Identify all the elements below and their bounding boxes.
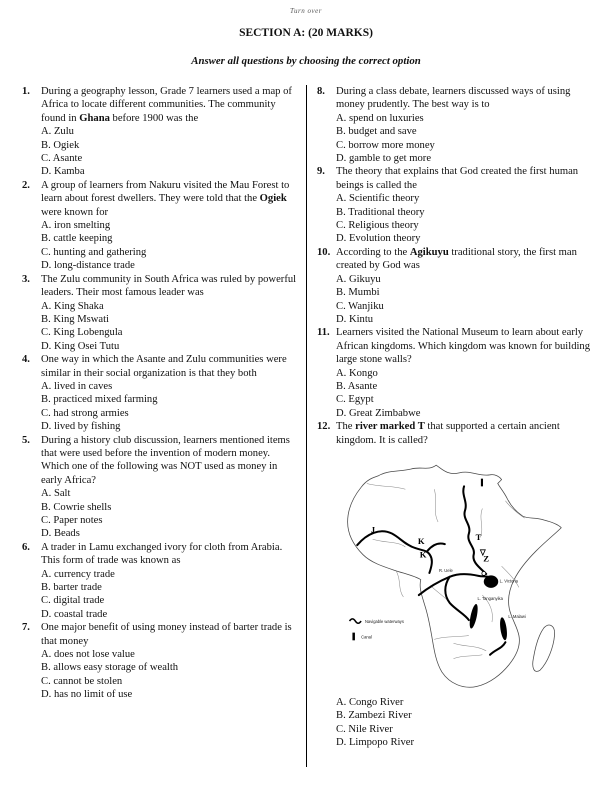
question-body <box>41 621 298 701</box>
answer-options <box>336 112 601 166</box>
question-number: 3. <box>22 273 30 285</box>
question-text: A trader in Lamu exchanged ivory for cloth from Arabia. This form of trade was known as <box>41 541 283 567</box>
question <box>22 179 298 273</box>
answer-options <box>41 219 298 273</box>
answer-option: D. Limpopo River <box>336 737 414 749</box>
answer-option: C. Egypt <box>336 394 374 406</box>
lake-malawi-label: L. Malawi <box>508 614 526 620</box>
question-text: According to the <box>336 246 410 258</box>
question <box>22 621 298 701</box>
answer-option: A. spend on luxuries <box>336 112 424 124</box>
africa-map <box>338 450 593 694</box>
question-text: Learners visited the National Museum to learn about early African kingdoms. Which kingdom was known for building large stone walls? <box>336 327 591 366</box>
answer-option: C. hunting and gathering <box>41 246 147 258</box>
answer-options <box>41 125 298 179</box>
question-number: 12. <box>317 421 331 433</box>
question-body <box>41 434 298 541</box>
answer-option: B. barter trade <box>41 582 102 594</box>
answer-option: D. Great Zimbabwe <box>336 407 421 419</box>
river-uele-label: R. Uele <box>439 567 453 573</box>
question-number: 11. <box>317 327 330 339</box>
turn-over-note: Turn over <box>290 7 322 15</box>
map-legend <box>350 619 404 640</box>
answer-option: D. Evolution theory <box>336 233 421 245</box>
question-number: 8. <box>317 86 325 97</box>
question-body <box>41 541 298 621</box>
lake-malawi <box>499 617 508 641</box>
question <box>22 85 298 179</box>
answer-option: A. currency trade <box>41 568 115 580</box>
question <box>22 434 298 541</box>
question-number: 6. <box>22 541 30 553</box>
benue-branch <box>427 543 444 550</box>
answer-options <box>41 648 298 702</box>
answer-option: C. digital trade <box>41 595 105 607</box>
question-text-cont: that supported a certain ancient kingdom. It is called? <box>336 421 560 446</box>
question-body <box>336 420 601 749</box>
answer-option: C. Asante <box>41 153 83 165</box>
navigable-rivers <box>357 486 505 654</box>
answer-option: B. allows easy storage of wealth <box>41 662 179 674</box>
question-number: 1. <box>22 86 30 97</box>
question-body <box>41 85 298 179</box>
answer-options <box>41 568 298 622</box>
answer-option: C. Paper notes <box>41 515 103 526</box>
answer-options <box>41 300 298 354</box>
answer-option: B. Zambezi River <box>336 710 412 722</box>
question-body <box>336 326 601 420</box>
answer-option: B. Cowrie shells <box>41 501 112 513</box>
question <box>22 353 298 433</box>
question-body <box>41 179 298 273</box>
answer-option: D. long-distance trade <box>41 260 135 272</box>
question-text-bold: Ogiek <box>259 193 287 205</box>
answer-options <box>336 273 601 327</box>
answer-option: C. had strong armies <box>41 407 129 419</box>
answer-option: D. Kamba <box>41 166 85 178</box>
question-body <box>41 273 298 353</box>
africa-map-svg <box>338 450 593 694</box>
marker-T: T <box>475 532 482 543</box>
suez-canal-mark <box>481 479 483 487</box>
answer-options <box>336 696 601 750</box>
answer-option: A. lived in caves <box>41 380 113 392</box>
question-text: A group of learners from Nakuru visited the Mau Forest to learn about forest dwellers. They were told that the <box>41 179 290 205</box>
answer-option: B. Ogiek <box>41 139 80 151</box>
answer-options <box>41 380 298 434</box>
waterway-legend-symbol <box>350 619 362 623</box>
question-text-bold: Agikuyu <box>409 246 449 258</box>
question <box>22 273 298 353</box>
answer-option: D. King Osei Tutu <box>41 340 120 352</box>
answer-option: D. has no limit of use <box>41 689 133 701</box>
question <box>22 541 298 621</box>
answer-option: D. Beads <box>41 528 80 540</box>
answer-option: B. Mumbi <box>336 287 380 299</box>
answer-option: A. iron smelting <box>41 220 111 232</box>
answer-option: A. Zulu <box>41 126 74 138</box>
left-column <box>22 85 298 702</box>
answer-option: A. Congo River <box>336 696 404 708</box>
answer-option: D. gamble to get more <box>336 153 432 165</box>
question-body <box>41 353 298 433</box>
question-text-cont: were known for <box>41 206 109 218</box>
question-text: The <box>336 421 356 433</box>
question-body <box>336 246 601 326</box>
question-text: During a geography lesson, Grade 7 learners used a map of Africa to locate different communities. The community found in <box>41 86 292 124</box>
answer-option: C. Wanjiku <box>336 300 384 312</box>
answer-option: A. Scientific theory <box>336 193 420 205</box>
canal-legend-label: Canal <box>361 634 372 640</box>
question-text: During a history club discussion, learners mentioned items that were used before the invention of modern money. Which one of the following was NOT used as money in early Africa? <box>41 434 290 486</box>
question-columns <box>22 85 601 767</box>
question <box>317 246 601 326</box>
question-text: One way in which the Asante and Zulu communities were similar in their social organization is that they both <box>41 354 287 379</box>
question-number: 10. <box>317 246 331 258</box>
marker-K2: K <box>419 549 427 560</box>
answer-option: D. coastal trade <box>41 608 108 620</box>
answer-option: B. budget and save <box>336 126 417 138</box>
question-number: 4. <box>22 354 30 366</box>
question-text: The Zulu community in South Africa was ruled by powerful leaders. Their most famous leader was <box>41 273 297 299</box>
answer-option: C. Nile River <box>336 723 393 735</box>
answer-option: B. practiced mixed farming <box>41 394 158 406</box>
question-text: One major benefit of using money instead of barter trade is that money <box>41 622 292 647</box>
answer-option: B. cattle keeping <box>41 233 113 245</box>
answer-option: B. King Mswati <box>41 313 109 325</box>
canal-legend-symbol <box>352 633 355 641</box>
answer-option: C. King Lobengula <box>41 327 123 339</box>
answer-option: A. does not lose value <box>41 649 135 661</box>
question <box>317 85 601 165</box>
answer-option: B. Traditional theory <box>336 206 425 218</box>
question <box>317 420 601 749</box>
answer-option: D. lived by fishing <box>41 421 121 433</box>
column-divider <box>306 85 307 767</box>
congo-river <box>419 574 488 595</box>
marker-K1: K <box>417 536 425 547</box>
answer-option: C. Religious theory <box>336 220 419 232</box>
marker-Z: Z <box>483 553 490 564</box>
question <box>317 326 601 420</box>
lake-tanganyika-label: L. Tanganyika <box>477 595 503 601</box>
lake-tanganyika <box>468 603 479 629</box>
question-text-bold: Ghana <box>79 112 110 124</box>
question-text: The theory that explains that God created the first human beings is called the <box>336 166 579 191</box>
answer-option: A. Salt <box>41 488 71 500</box>
lake-kyoga <box>482 571 486 575</box>
waterway-legend-label: Navigable waterways <box>364 618 404 624</box>
question-body <box>336 85 601 165</box>
instruction-line: Answer all questions by choosing the correct option <box>191 55 421 67</box>
marker-J: J <box>370 524 376 535</box>
answer-option: B. Asante <box>336 380 378 392</box>
question-number: 7. <box>22 622 30 634</box>
answer-options <box>336 367 601 421</box>
question-number: 2. <box>22 179 30 191</box>
question <box>317 165 601 245</box>
zambezi-river <box>490 642 505 655</box>
lualaba-branch <box>445 577 469 620</box>
question-text-cont: before 1900 was the <box>109 112 199 124</box>
question-number: 9. <box>317 166 325 178</box>
question-text-bold: river marked T <box>355 421 425 433</box>
answer-option: C. cannot be stolen <box>41 675 123 687</box>
answer-option: A. King Shaka <box>41 300 104 312</box>
right-column <box>317 85 601 750</box>
question-body <box>336 165 601 245</box>
lake-victoria-label: L. Victoria <box>499 578 518 584</box>
answer-option: A. Kongo <box>336 367 378 379</box>
madagascar-outline <box>533 625 555 671</box>
answer-options <box>336 192 601 246</box>
question-number: 5. <box>22 434 30 446</box>
answer-options <box>41 487 298 541</box>
question-text: During a class debate, learners discussed ways of using money prudently. The best way is to <box>336 86 571 111</box>
section-title: SECTION A: (20 MARKS) <box>239 27 373 39</box>
answer-option: C. borrow more money <box>336 139 435 151</box>
answer-option: D. Kintu <box>336 313 374 325</box>
question-text-cont: traditional story, the first man created by God was <box>336 246 577 272</box>
lake-victoria <box>484 575 498 588</box>
answer-option: A. Gikuyu <box>336 273 381 285</box>
